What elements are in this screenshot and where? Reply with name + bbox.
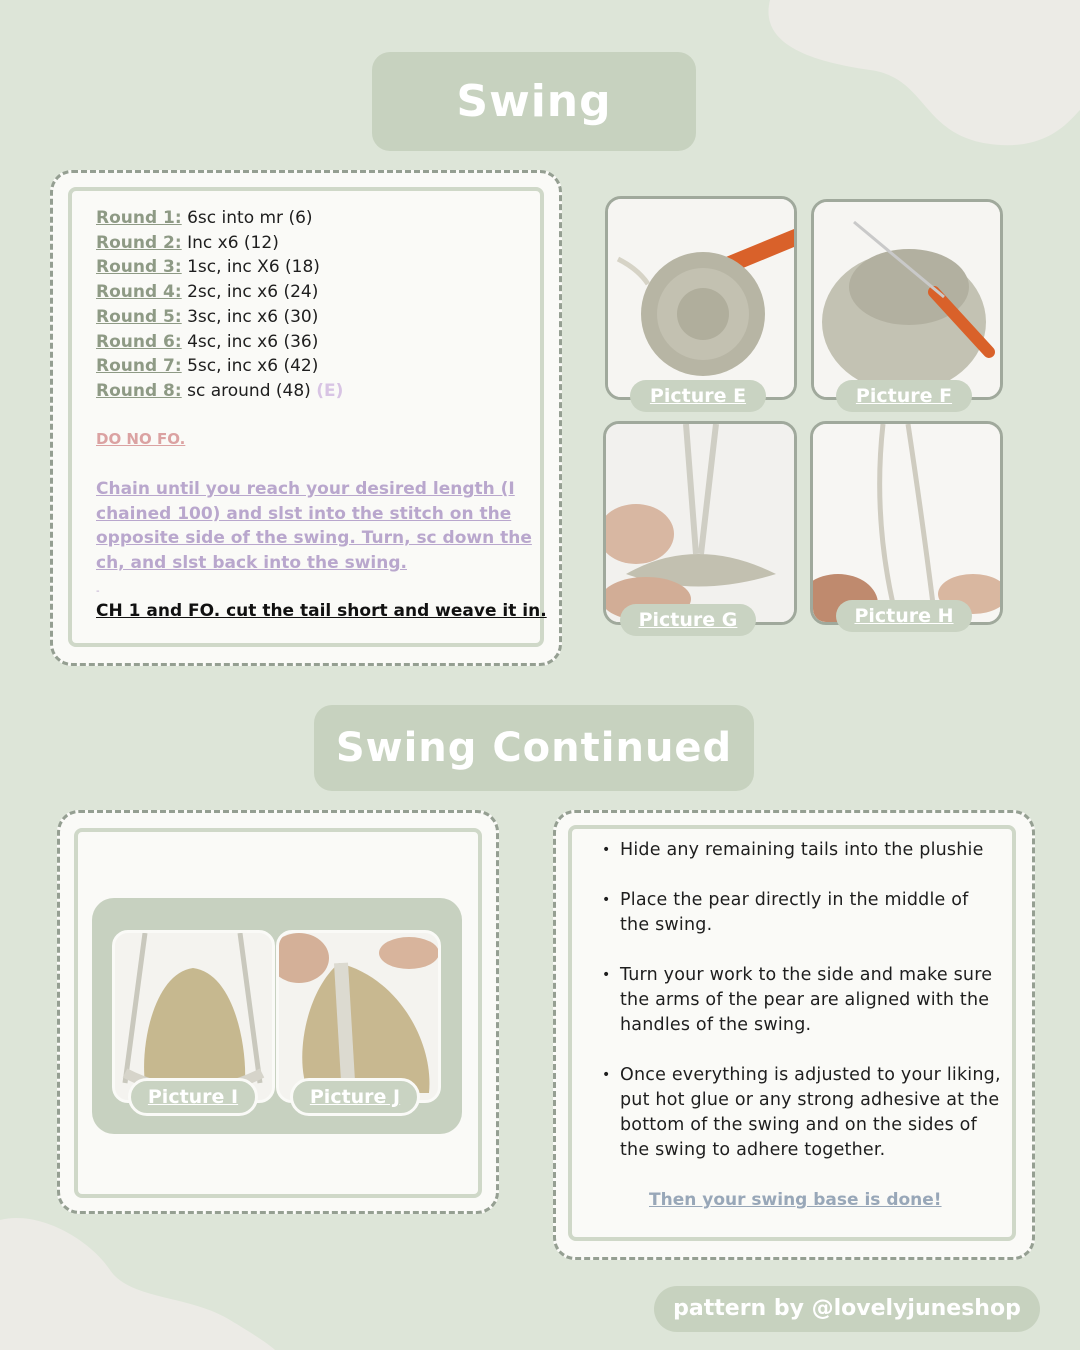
list-item: • Turn your work to the side and make sure the arms of the pear are aligned with the handles of the swing.: [602, 963, 1002, 1038]
caption-picture-e: [630, 380, 766, 412]
round-text: 2sc, inc x6 (24): [181, 282, 319, 303]
chain-instructions: Chain until you reach your desired length (I chained 100) and slst into the stitch on the opposite side of the swing. Turn, sc down the ch, and slst back into the swing.: [96, 479, 532, 574]
round-label: Round 7:: [96, 356, 182, 377]
round-label: Round 6:: [96, 331, 182, 352]
swing-strings-image: [813, 424, 1000, 622]
round-row: [96, 255, 343, 280]
completion-note: Then your swing base is done!: [649, 1190, 942, 1210]
round-row: [96, 305, 343, 330]
section-title-swing-continued: [314, 705, 754, 791]
caption-picture-h: [836, 600, 972, 632]
caption-picture-f: [836, 380, 972, 412]
caption-text: Picture G: [638, 609, 738, 631]
round-row: [96, 354, 343, 379]
round-text: 1sc, inc X6 (18): [181, 257, 320, 278]
round-row: [96, 330, 343, 355]
dash-mark: -: [96, 586, 100, 597]
caption-picture-g: [620, 604, 756, 636]
caption-picture-j: [290, 1078, 420, 1116]
steps-list: [602, 838, 1002, 1163]
crochet-disc-image: [608, 199, 794, 397]
round-list: [96, 206, 343, 404]
round-row: [96, 280, 343, 305]
photo-h: [810, 421, 1003, 625]
footer-credit: [654, 1286, 1040, 1332]
round-text: 3sc, inc x6 (30): [181, 306, 319, 327]
list-item: • Hide any remaining tails into the plushie: [602, 838, 1002, 863]
caption-text: Picture H: [854, 605, 954, 627]
pear-side-image: [279, 933, 438, 1100]
round-label: Round 2:: [96, 232, 182, 253]
round-text: 4sc, inc x6 (36): [181, 331, 319, 352]
section-title-swing: [372, 52, 696, 151]
round-row: [96, 206, 343, 231]
round-label: Round 5:: [96, 306, 182, 327]
round-text: Inc x6 (12): [181, 232, 279, 253]
list-item: • Place the pear directly in the middle of the swing.: [602, 888, 1002, 938]
swing-hand-image: [606, 424, 794, 622]
round-label: Round 3:: [96, 257, 182, 278]
caption-picture-i: [128, 1078, 258, 1116]
caption-text: Picture J: [309, 1086, 401, 1108]
warning-note: DO NO FO.: [96, 430, 186, 448]
caption-text: Picture F: [855, 385, 953, 407]
round-label: Round 8:: [96, 380, 182, 401]
picture-ref-tag: (E): [316, 380, 344, 401]
caption-text: Picture E: [649, 385, 747, 407]
photo-g: [603, 421, 797, 625]
round-label: Round 1:: [96, 208, 182, 228]
crochet-bowl-image: [814, 202, 1000, 397]
round-row: [96, 231, 343, 256]
footer-credit-text: pattern by @lovelyjuneshop: [673, 1296, 1021, 1321]
round-row: [96, 379, 343, 404]
round-text: sc around (48): [181, 380, 317, 401]
photo-f: [811, 199, 1003, 400]
pear-front-image: [115, 933, 272, 1100]
final-instruction: CH 1 and FO. cut the tail short and weave it in.: [96, 601, 547, 621]
section-title-swing-text: Swing: [456, 76, 612, 127]
round-text: 5sc, inc x6 (42): [181, 356, 319, 377]
corner-blob-top-right: [760, 0, 1080, 150]
section-title-swing-continued-text: Swing Continued: [335, 725, 733, 771]
caption-text: Picture I: [147, 1086, 239, 1108]
corner-blob-bottom-left: [0, 1200, 280, 1350]
round-text: 6sc into mr (6): [181, 208, 313, 228]
list-item: • Once everything is adjusted to your liking, put hot glue or any strong adhesive at the bottom of the swing and on the sides of the swing to adhere together.: [602, 1063, 1002, 1163]
photo-e: [605, 196, 797, 400]
round-label: Round 4:: [96, 282, 182, 303]
